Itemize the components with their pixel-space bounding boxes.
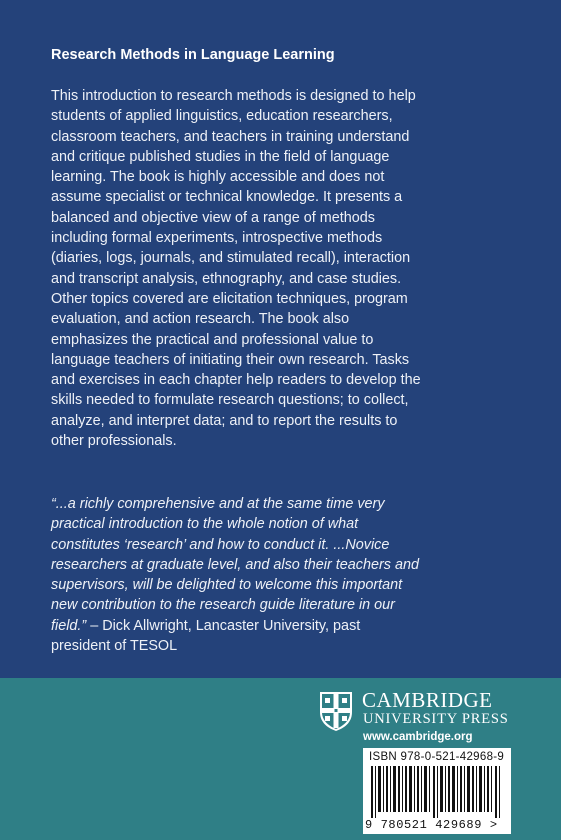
- description-line: and exercises in each chapter help readers to develop the: [51, 372, 421, 389]
- isbn-text: ISBN 978-0-521-42968-9: [369, 751, 505, 763]
- description-line: other professionals.: [51, 433, 177, 450]
- barcode-icon: [371, 766, 505, 818]
- description-line: analyze, and interpret data; and to report the results to: [51, 412, 398, 429]
- quote-line: [51, 494, 526, 514]
- publisher-subtitle: UNIVERSITY PRESS: [363, 711, 509, 727]
- description-line: balanced and objective view of a range of methods: [51, 209, 376, 226]
- quote-line: [51, 616, 526, 636]
- publisher-url: www.cambridge.org: [363, 731, 473, 743]
- description-line: emphasizes the practical and professional value to: [51, 331, 374, 348]
- quote-line: [51, 575, 526, 595]
- description-line: (diaries, logs, journals, and stimulated recall), interaction: [51, 250, 411, 267]
- quote-line: [51, 555, 526, 575]
- review-quote: [51, 494, 526, 656]
- cambridge-shield-icon: [318, 690, 354, 732]
- quote-text: supervisors, will be delighted to welcome this important: [51, 577, 403, 594]
- description-line: classroom teachers, and teachers in training understand: [51, 128, 410, 145]
- description-line: This introduction to research methods is designed to help: [51, 88, 416, 104]
- barcode-label: [363, 748, 511, 834]
- description-line: and transcript analysis, ethnography, and case studies.: [51, 270, 402, 287]
- book-title: Research Methods in Language Learning: [51, 47, 335, 63]
- description-line: skills needed to formulate research questions; to collect,: [51, 392, 409, 409]
- barcode-digits: 9 780521 429689 >: [365, 818, 498, 832]
- description-line: evaluation, and action research. The book also: [51, 311, 350, 328]
- description-line: and critique published studies in the field of language: [51, 148, 390, 165]
- quote-line: [51, 595, 526, 615]
- description-line: Other topics covered are elicitation techniques, program: [51, 290, 408, 307]
- description-line: language teachers of initiating their own research. Tasks: [51, 351, 410, 368]
- description-line: students of applied linguistics, education researchers,: [51, 108, 393, 125]
- quote-text: “...a richly comprehensive and at the same time very: [51, 496, 385, 512]
- quote-line: [51, 514, 526, 534]
- quote-text: researchers at graduate level, and also their teachers and: [51, 556, 419, 573]
- quote-text: practical introduction to the whole notion of what: [51, 516, 359, 533]
- quote-line: [51, 535, 526, 555]
- description-text: [51, 86, 521, 451]
- quote-text: constitutes ‘research’ and how to conduct it. ...Novice: [51, 536, 390, 553]
- description-line: including formal experiments, introspective methods: [51, 230, 383, 247]
- description-line: assume specialist or technical knowledge. It presents a: [51, 189, 403, 206]
- quote-text: field.”: [51, 617, 87, 634]
- publisher-name: CAMBRIDGE: [362, 688, 493, 712]
- quote-attribution: – Dick Allwright, Lancaster University, past: [86, 617, 361, 634]
- description-line: learning. The book is highly accessible and does not: [51, 169, 385, 186]
- quote-text: new contribution to the research guide literature in our: [51, 597, 395, 614]
- quote-attribution-tail: president of TESOL: [51, 638, 178, 655]
